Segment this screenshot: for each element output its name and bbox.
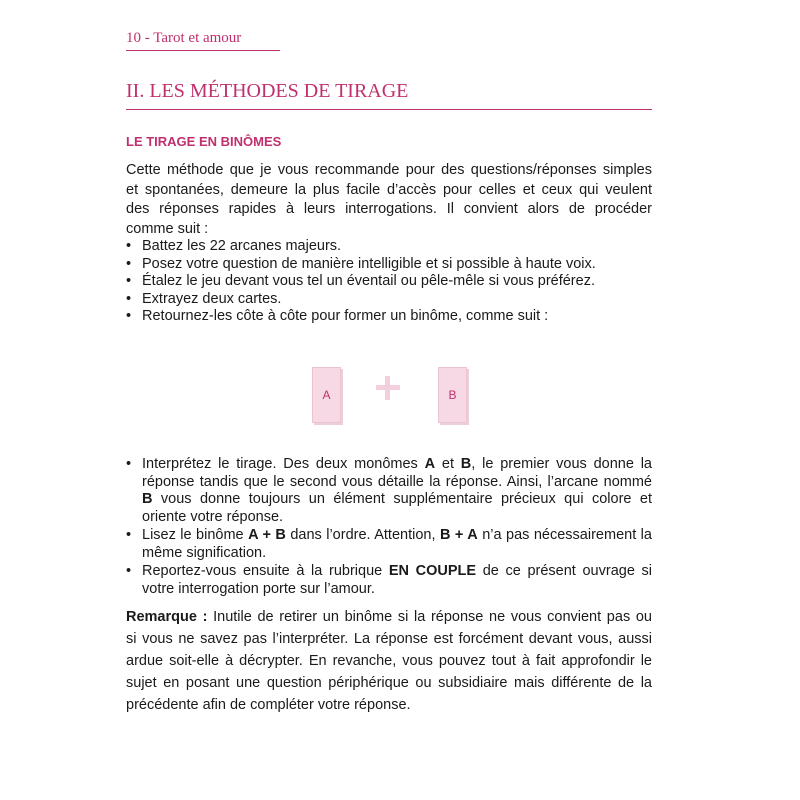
card-a [312, 367, 341, 423]
card-a-label: A [322, 388, 331, 402]
intro-line: Cette méthode que je vous recommande pour des questions/réponses simples [126, 162, 652, 178]
list-item: • Interprétez le tirage. Des deux monômes A et B, le premier vous donne la réponse tandis que le second vous détaille la réponse. Ainsi, l’arcane nommé B vous donne toujours un élément supplémentaire précieux qui colore et oriente votre réponse. [126, 456, 652, 526]
intro-paragraph [126, 161, 652, 239]
remark-line: si vous ne savez pas l’interpréter. La réponse est forcément devant vous, aussi [126, 631, 652, 647]
intro-line: des réponses rapides à leurs interrogations. Il convient alors de procéder [126, 201, 652, 217]
list-item: • Retournez-les côte à côte pour former un binôme, comme suit : [126, 308, 652, 326]
list-item: • Étalez le jeu devant vous tel un éventail ou pêle-mêle si vous préférez. [126, 273, 652, 291]
section-title: II. LES MÉTHODES DE TIRAGE [126, 80, 652, 110]
remark-line: sujet en posant une question périphérique ou subsidiaire mais différente de la [126, 675, 652, 691]
remark-line: ardue soit-elle à décrypter. En revanche, vous pouvez tout à fait approfondir le [126, 653, 652, 669]
remark-label: Remarque : [126, 609, 208, 625]
list-item: • Battez les 22 arcanes majeurs. [126, 238, 652, 256]
subsection-title: LE TIRAGE EN BINÔMES [126, 134, 282, 149]
interpretation-list [126, 456, 652, 599]
list-item: • Lisez le binôme A + B dans l’ordre. Attention, B + A n’a pas nécessairement la même signification. [126, 527, 652, 562]
list-item: • Reportez-vous ensuite à la rubrique EN COUPLE de ce présent ouvrage si votre interrogation porte sur l’amour. [126, 563, 652, 598]
steps-list [126, 238, 652, 326]
remark-line: précédente afin de compléter votre réponse. [126, 697, 411, 713]
list-item: • Extrayez deux cartes. [126, 291, 652, 309]
intro-line: et spontanées, demeure la plus facile d’accès pour celles et ceux qui veulent [126, 181, 652, 198]
remark-paragraph [126, 606, 652, 716]
remark-line: Remarque : Inutile de retirer un binôme si la réponse ne vous convient pas ou [126, 609, 652, 625]
plus-icon [376, 376, 400, 400]
running-head: 10 - Tarot et amour [126, 30, 280, 51]
list-item: • Posez votre question de manière intelligible et si possible à haute voix. [126, 256, 652, 274]
card-b-label: B [448, 388, 457, 402]
card-b [438, 367, 467, 423]
intro-line: comme suit : [126, 220, 209, 237]
